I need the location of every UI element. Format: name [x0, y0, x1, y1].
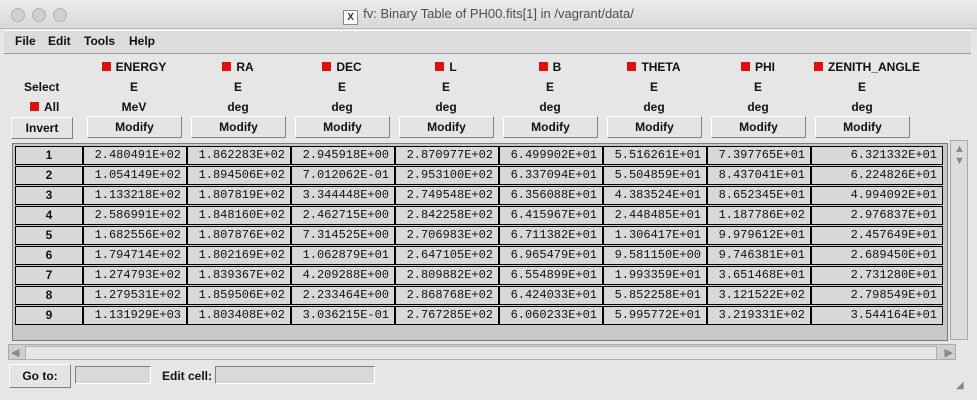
table-cell[interactable]: 1.859506E+02: [187, 286, 291, 305]
column-unit: deg: [643, 100, 665, 114]
horizontal-scroll-thumb[interactable]: [25, 346, 937, 360]
table-cell[interactable]: 4.994092E+01: [811, 186, 943, 205]
table-cell[interactable]: 2.457649E+01: [811, 226, 943, 245]
table-cell[interactable]: 2.945918E+00: [291, 146, 395, 165]
column-format: E: [753, 80, 762, 94]
table-cell[interactable]: 4.209288E+00: [291, 266, 395, 285]
column-select-energy[interactable]: ENERGY: [86, 60, 182, 74]
table-cell[interactable]: 1.794714E+02: [83, 246, 187, 265]
data-grid: [12, 143, 948, 341]
table-cell[interactable]: 1.279531E+02: [83, 286, 187, 305]
edit-cell-label: Edit cell:: [162, 369, 213, 383]
table-cell[interactable]: 2.706983E+02: [395, 226, 499, 245]
column-format: E: [233, 80, 242, 94]
table-cell[interactable]: 6.424033E+01: [499, 286, 603, 305]
table-cell[interactable]: 1.862283E+02: [187, 146, 291, 165]
table-cell[interactable]: 1.802169E+02: [187, 246, 291, 265]
column-format: E: [545, 80, 554, 94]
modify-button-energy[interactable]: Modify: [87, 116, 182, 138]
table-cell[interactable]: 2.480491E+02: [83, 146, 187, 165]
table-cell[interactable]: 6.499902E+01: [499, 146, 603, 165]
table-cell[interactable]: 1.062879E+01: [291, 246, 395, 265]
table-cell[interactable]: 3.219331E+02: [707, 306, 811, 325]
table-cell[interactable]: 7.012062E-01: [291, 166, 395, 185]
select-label: Select: [24, 80, 60, 94]
column-select-phi[interactable]: PHI: [710, 60, 806, 74]
scroll-down-icon[interactable]: ▼: [954, 155, 965, 167]
table-cell[interactable]: 9.581150E+00: [603, 246, 707, 265]
table-cell[interactable]: 7.314525E+00: [291, 226, 395, 245]
menu-edit[interactable]: Edit: [48, 34, 71, 48]
modify-button-l[interactable]: Modify: [399, 116, 494, 138]
table-cell[interactable]: 2.749548E+02: [395, 186, 499, 205]
column-select-theta[interactable]: THETA: [606, 60, 702, 74]
window-title: fv: Binary Table of PH00.fits[1] in /vagrant/data/: [363, 6, 634, 21]
table-cell[interactable]: 2.689450E+01: [811, 246, 943, 265]
row-number[interactable]: 9: [15, 306, 83, 325]
table-cell[interactable]: 1.131929E+03: [83, 306, 187, 325]
column-unit: deg: [331, 100, 353, 114]
table-cell[interactable]: 2.842258E+02: [395, 206, 499, 225]
table-cell[interactable]: 6.356088E+01: [499, 186, 603, 205]
column-unit: MeV: [121, 100, 147, 114]
invert-button[interactable]: Invert: [11, 117, 73, 139]
table-cell[interactable]: 2.953100E+02: [395, 166, 499, 185]
menu-help[interactable]: Help: [129, 34, 156, 48]
menu-tools[interactable]: Tools: [84, 34, 116, 48]
modify-button-ra[interactable]: Modify: [191, 116, 286, 138]
column-select-marker[interactable]: [322, 62, 331, 71]
modify-button-b[interactable]: Modify: [503, 116, 598, 138]
column-format: E: [649, 80, 658, 94]
table-cell[interactable]: 1.839367E+02: [187, 266, 291, 285]
column-select-marker[interactable]: [539, 62, 548, 71]
table-cell[interactable]: 1.306417E+01: [603, 226, 707, 245]
table-cell[interactable]: 7.397765E+01: [707, 146, 811, 165]
scroll-up-icon[interactable]: ▲: [954, 143, 965, 155]
column-select-dec[interactable]: DEC: [294, 60, 390, 74]
column-format: E: [337, 80, 346, 94]
table-cell[interactable]: 1.133218E+02: [83, 186, 187, 205]
row-number[interactable]: 5: [15, 226, 83, 245]
table-cell[interactable]: 5.995772E+01: [603, 306, 707, 325]
table-cell[interactable]: 2.809882E+02: [395, 266, 499, 285]
table-cell[interactable]: 5.516261E+01: [603, 146, 707, 165]
modify-button-dec[interactable]: Modify: [295, 116, 390, 138]
row-number[interactable]: 7: [15, 266, 83, 285]
table-cell[interactable]: 5.504859E+01: [603, 166, 707, 185]
table-cell[interactable]: 6.711382E+01: [499, 226, 603, 245]
modify-button-theta[interactable]: Modify: [607, 116, 702, 138]
table-cell[interactable]: 3.036215E-01: [291, 306, 395, 325]
column-select-marker[interactable]: [222, 62, 231, 71]
column-select-marker[interactable]: [814, 62, 823, 71]
menu-file[interactable]: File: [15, 34, 36, 48]
goto-button[interactable]: Go to:: [9, 364, 71, 388]
table-cell[interactable]: 1.274793E+02: [83, 266, 187, 285]
table-cell[interactable]: 9.979612E+01: [707, 226, 811, 245]
row-number[interactable]: 3: [15, 186, 83, 205]
vertical-scrollbar[interactable]: [950, 140, 968, 340]
table-cell[interactable]: 2.233464E+00: [291, 286, 395, 305]
row-number[interactable]: 8: [15, 286, 83, 305]
table-cell[interactable]: 2.767285E+02: [395, 306, 499, 325]
modify-button-phi[interactable]: Modify: [711, 116, 806, 138]
title-bar: [0, 0, 977, 29]
row-number[interactable]: 6: [15, 246, 83, 265]
table-cell[interactable]: 2.870977E+02: [395, 146, 499, 165]
column-unit: deg: [747, 100, 769, 114]
table-cell[interactable]: 6.060233E+01: [499, 306, 603, 325]
table-cell[interactable]: 9.746381E+01: [707, 246, 811, 265]
table-cell[interactable]: 2.731280E+01: [811, 266, 943, 285]
table-cell[interactable]: 6.415967E+01: [499, 206, 603, 225]
goto-input[interactable]: [75, 366, 151, 384]
modify-button-zenith_angle[interactable]: Modify: [815, 116, 910, 138]
table-cell[interactable]: 2.868768E+02: [395, 286, 499, 305]
x11-icon: X: [343, 10, 358, 25]
column-unit: deg: [539, 100, 561, 114]
scroll-right-icon[interactable]: ▶: [944, 347, 953, 359]
column-select-ra[interactable]: RA: [190, 60, 286, 74]
table-cell[interactable]: 1.807876E+02: [187, 226, 291, 245]
row-number[interactable]: 2: [15, 166, 83, 185]
column-select-zenith_angle[interactable]: ZENITH_ANGLE: [814, 60, 910, 74]
column-format: E: [129, 80, 138, 94]
row-number[interactable]: 4: [15, 206, 83, 225]
resize-grip-icon[interactable]: ◢: [956, 380, 964, 391]
table-cell[interactable]: 2.647105E+02: [395, 246, 499, 265]
horizontal-scrollbar[interactable]: [8, 344, 956, 360]
table-cell[interactable]: 2.462715E+00: [291, 206, 395, 225]
table-cell[interactable]: 5.852258E+01: [603, 286, 707, 305]
table-cell[interactable]: 6.224826E+01: [811, 166, 943, 185]
table-cell[interactable]: 1.807819E+02: [187, 186, 291, 205]
table-cell[interactable]: 1.993359E+01: [603, 266, 707, 285]
table-cell[interactable]: 3.651468E+01: [707, 266, 811, 285]
table-cell[interactable]: 6.321332E+01: [811, 146, 943, 165]
column-unit: deg: [227, 100, 249, 114]
edit-cell-input[interactable]: [215, 366, 375, 384]
table-cell[interactable]: 2.586991E+02: [83, 206, 187, 225]
menu-bar: [4, 30, 971, 54]
column-unit: deg: [435, 100, 457, 114]
column-select-marker[interactable]: [627, 62, 636, 71]
table-cell[interactable]: 6.337094E+01: [499, 166, 603, 185]
column-select-marker[interactable]: [102, 62, 111, 71]
table-cell[interactable]: 3.544164E+01: [811, 306, 943, 325]
table-cell[interactable]: 2.976837E+01: [811, 206, 943, 225]
column-format: E: [857, 80, 866, 94]
table-cell[interactable]: 1.187786E+02: [707, 206, 811, 225]
table-cell[interactable]: 1.803408E+02: [187, 306, 291, 325]
column-select-l[interactable]: L: [398, 60, 494, 74]
column-select-marker[interactable]: [435, 62, 444, 71]
table-cell[interactable]: 2.448485E+01: [603, 206, 707, 225]
column-select-b[interactable]: B: [502, 60, 598, 74]
table-cell[interactable]: 1.848160E+02: [187, 206, 291, 225]
select-all-marker: [30, 102, 39, 111]
table-cell[interactable]: 1.682556E+02: [83, 226, 187, 245]
table-cell[interactable]: 1.054149E+02: [83, 166, 187, 185]
scroll-left-icon[interactable]: ◀: [11, 347, 20, 359]
select-all-toggle[interactable]: All: [30, 100, 59, 114]
row-number[interactable]: 1: [15, 146, 83, 165]
table-cell[interactable]: 8.437041E+01: [707, 166, 811, 185]
window-title-area: [0, 6, 977, 25]
table-cell[interactable]: 2.798549E+01: [811, 286, 943, 305]
column-unit: deg: [851, 100, 873, 114]
table-cell[interactable]: 8.652345E+01: [707, 186, 811, 205]
table-cell[interactable]: 1.894506E+02: [187, 166, 291, 185]
column-select-marker[interactable]: [741, 62, 750, 71]
table-cell[interactable]: 6.965479E+01: [499, 246, 603, 265]
table-cell[interactable]: 6.554899E+01: [499, 266, 603, 285]
table-cell[interactable]: 3.121522E+02: [707, 286, 811, 305]
table-cell[interactable]: 3.344448E+00: [291, 186, 395, 205]
column-format: E: [441, 80, 450, 94]
table-cell[interactable]: 4.383524E+01: [603, 186, 707, 205]
